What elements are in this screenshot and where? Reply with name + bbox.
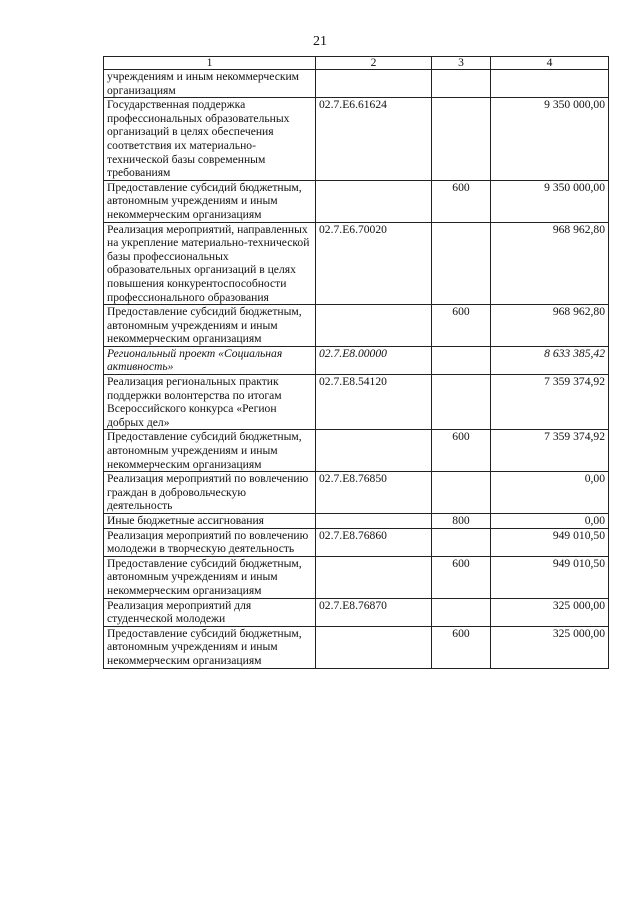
row-amount: 7 359 374,92 <box>491 430 609 472</box>
row-description: Предоставление субсидий бюджетным, автономным учреждениям и иным некоммерческим организациям <box>104 556 316 598</box>
row-description: Реализация региональных практик поддержки волонтерства по итогам Всероссийского конкурса «Регион добрых дел» <box>104 375 316 430</box>
table-row <box>104 375 609 430</box>
row-description: Предоставление субсидий бюджетным, автономным учреждениям и иным некоммерческим организациям <box>104 305 316 347</box>
row-code <box>316 556 432 598</box>
table-body <box>104 70 609 669</box>
column-header-2: 2 <box>316 57 432 70</box>
row-expense-type: 600 <box>432 180 491 222</box>
row-description: Реализация мероприятий по вовлечению молодежи в творческую деятельность <box>104 528 316 556</box>
row-amount: 9 350 000,00 <box>491 98 609 181</box>
row-description: Иные бюджетные ассигнования <box>104 514 316 529</box>
page-number: 21 <box>313 34 327 49</box>
row-amount: 968 962,80 <box>491 222 609 305</box>
table-row <box>104 98 609 181</box>
budget-table <box>103 56 609 669</box>
row-description: учреждениям и иным некоммерческим организациям <box>104 70 316 98</box>
row-amount: 0,00 <box>491 514 609 529</box>
row-expense-type: 600 <box>432 430 491 472</box>
row-expense-type: 600 <box>432 556 491 598</box>
row-expense-type: 600 <box>432 626 491 668</box>
row-expense-type: 600 <box>432 305 491 347</box>
row-description: Предоставление субсидий бюджетным, автономным учреждениям и иным некоммерческим организациям <box>104 626 316 668</box>
row-description: Реализация мероприятий по вовлечению граждан в добровольческую деятельность <box>104 472 316 514</box>
table-row <box>104 180 609 222</box>
row-code <box>316 70 432 98</box>
table-row <box>104 222 609 305</box>
table-row <box>104 346 609 374</box>
row-expense-type <box>432 70 491 98</box>
row-code <box>316 305 432 347</box>
row-amount: 0,00 <box>491 472 609 514</box>
row-code: 02.7.Е8.76850 <box>316 472 432 514</box>
row-expense-type <box>432 528 491 556</box>
row-expense-type <box>432 598 491 626</box>
row-expense-type: 800 <box>432 514 491 529</box>
row-description: Предоставление субсидий бюджетным, автономным учреждениям и иным некоммерческим организациям <box>104 430 316 472</box>
row-amount: 949 010,50 <box>491 528 609 556</box>
row-amount: 8 633 385,42 <box>491 346 609 374</box>
table-row <box>104 528 609 556</box>
table-row <box>104 430 609 472</box>
row-expense-type <box>432 222 491 305</box>
column-header-4: 4 <box>491 57 609 70</box>
row-code: 02.7.Е8.76860 <box>316 528 432 556</box>
row-amount: 949 010,50 <box>491 556 609 598</box>
row-expense-type <box>432 98 491 181</box>
row-code: 02.7.Е6.61624 <box>316 98 432 181</box>
table-row <box>104 472 609 514</box>
table-row <box>104 556 609 598</box>
row-expense-type <box>432 472 491 514</box>
row-code: 02.7.Е8.00000 <box>316 346 432 374</box>
table-row <box>104 626 609 668</box>
column-header-1: 1 <box>104 57 316 70</box>
row-amount <box>491 70 609 98</box>
column-header-3: 3 <box>432 57 491 70</box>
row-description: Реализация мероприятий для студенческой молодежи <box>104 598 316 626</box>
row-code <box>316 626 432 668</box>
table-row <box>104 514 609 529</box>
row-amount: 9 350 000,00 <box>491 180 609 222</box>
row-description: Региональный проект «Социальная активность» <box>104 346 316 374</box>
row-amount: 7 359 374,92 <box>491 375 609 430</box>
row-code: 02.7.Е6.70020 <box>316 222 432 305</box>
row-code: 02.7.Е8.54120 <box>316 375 432 430</box>
table-header-row <box>104 57 609 70</box>
row-amount: 325 000,00 <box>491 598 609 626</box>
row-amount: 325 000,00 <box>491 626 609 668</box>
row-code <box>316 430 432 472</box>
table-row <box>104 305 609 347</box>
row-description: Реализация мероприятий, направленных на укрепление материально-технической базы профессиональных образовательных организаций в целях повышения конкурентоспособности профессионального образования <box>104 222 316 305</box>
row-expense-type <box>432 346 491 374</box>
row-description: Государственная поддержка профессиональных образовательных организаций в целях обеспечения соответствия их материально-технической базы современным требованиям <box>104 98 316 181</box>
table-row <box>104 70 609 98</box>
row-description: Предоставление субсидий бюджетным, автономным учреждениям и иным некоммерческим организациям <box>104 180 316 222</box>
row-code <box>316 514 432 529</box>
row-expense-type <box>432 375 491 430</box>
table-row <box>104 598 609 626</box>
row-code <box>316 180 432 222</box>
row-code: 02.7.Е8.76870 <box>316 598 432 626</box>
row-amount: 968 962,80 <box>491 305 609 347</box>
